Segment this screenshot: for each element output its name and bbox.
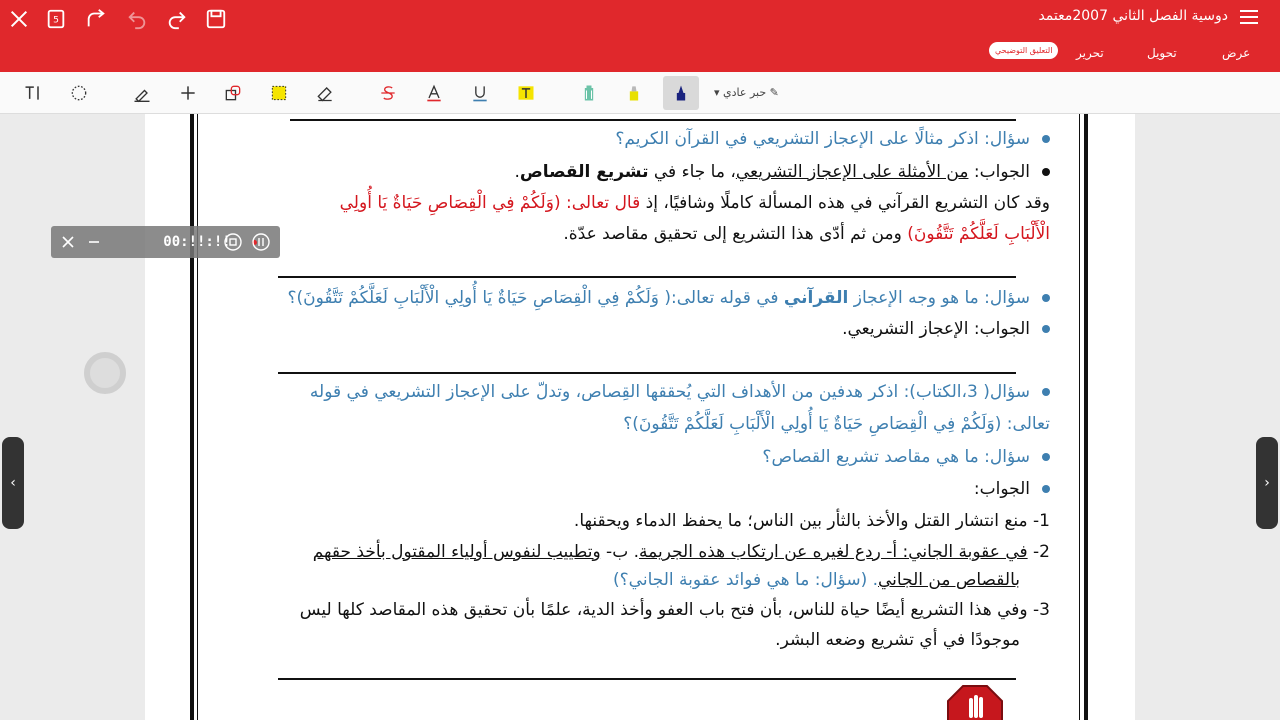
answer-1: الجواب: من الأمثلة على الإعجاز التشريعي، ما جاء في تشريع القصاص. xyxy=(514,156,1050,188)
close-recorder-icon[interactable] xyxy=(57,226,79,258)
paragraph-line-2: الْأَلْبَابِ لَعَلَّكُمْ تَتَّقُونَ) ومن ثم أدّى هذا التشريع إلى تحقيق مقاصد عدّة. xyxy=(563,224,1050,244)
bullet xyxy=(1042,135,1050,143)
eraser-icon[interactable] xyxy=(312,80,338,106)
pen-type-dropdown[interactable] xyxy=(714,86,779,99)
text-tool-icon[interactable] xyxy=(20,80,46,106)
navy-pen-icon[interactable] xyxy=(663,76,699,110)
underline-icon[interactable] xyxy=(467,80,493,106)
highlight-text-icon[interactable] xyxy=(513,80,539,106)
undo-icon[interactable] xyxy=(124,6,150,32)
bullet xyxy=(1042,388,1050,396)
bullet xyxy=(1042,325,1050,333)
page-border-left xyxy=(190,114,194,720)
question-3-line-1: سؤال( 3،الكتاب): اذكر هدفين من الأهداف التي يُحققها القِصاص، وتدلّ على الإعجاز التشريعي في قوله xyxy=(310,376,1050,408)
chevron-right-icon[interactable]: › xyxy=(1256,437,1278,529)
document-title: دوسية الفصل الثاني 2007معتمد xyxy=(1038,8,1228,24)
dropdown-arrow-icon: ▾ xyxy=(714,86,724,99)
menu-icon[interactable] xyxy=(1240,10,1258,26)
yellow-marker-icon[interactable] xyxy=(621,80,647,106)
minimize-recorder-icon[interactable] xyxy=(83,226,105,258)
list-item-2-line-1: 2- في عقوبة الجاني: أ- ردع لغيره عن ارتكاب هذه الجريمة. ب- وتطييب لنفوس أولياء المقتول بأخذ حقهم xyxy=(312,542,1050,562)
tab-edit[interactable]: تحرير xyxy=(1076,46,1104,60)
list-item-2-line-2: بالقصاص من الجاني. (سؤال: ما هي فوائد عقوبة الجاني؟) xyxy=(613,570,1020,590)
tab-convert[interactable]: تحويل xyxy=(1147,46,1177,60)
shapes-icon[interactable] xyxy=(220,80,246,106)
pencil-icon: ✎ xyxy=(766,86,779,99)
answer-2: الجواب: الإعجاز التشريعي. xyxy=(842,313,1050,345)
tab-annotate[interactable]: التعليق التوضيحي xyxy=(989,42,1058,59)
list-item-3-line-1: 3- وفي هذا التشريع أيضًا حياة للناس، بأن فتح باب العفو وأخذ الدية، علمًا بأن تحقيق هذه المقاصد كلها ليس xyxy=(299,600,1050,620)
bullet xyxy=(1042,453,1050,461)
recording-timer: 00:!!:!! xyxy=(163,234,231,250)
question-2: سؤال: ما هو وجه الإعجاز القرآني في قوله تعالى:( وَلَكُمْ فِي الْقِصَاصِ حَيَاةٌ يَا أُولِي الْأَلْبَابِ لَعَلَّكُمْ تَتَّقُونَ)؟ xyxy=(287,282,1050,314)
pause-recording-icon[interactable] xyxy=(250,226,272,258)
svg-text:5: 5 xyxy=(53,14,59,26)
strikethrough-icon[interactable] xyxy=(375,80,401,106)
bullet xyxy=(1042,294,1050,302)
list-item-1: 1- منع انتشار القتل والأخذ بالثأر بين الناس؛ ما يحفظ الدماء ويحقنها. xyxy=(573,511,1050,531)
paragraph-line-1: وقد كان التشريع القرآني في هذه المسألة كاملًا وشافيًا، إذ قال تعالى: (وَلَكُمْ فِي الْقِصَاصِ حَيَاةٌ يَا أُولِي xyxy=(339,193,1050,213)
area-highlight-icon[interactable] xyxy=(266,80,292,106)
answer-4: الجواب: xyxy=(974,473,1050,505)
divider xyxy=(278,678,1016,680)
pen-type-label: حبر عادي xyxy=(723,86,767,99)
tab-view[interactable]: عرض xyxy=(1222,46,1251,60)
divider xyxy=(278,276,1016,278)
bullet xyxy=(1042,485,1050,493)
divider xyxy=(278,372,1016,374)
signature-icon[interactable] xyxy=(129,80,155,106)
floating-assist-button[interactable] xyxy=(84,352,126,394)
redo-icon[interactable] xyxy=(164,6,190,32)
question-3-line-2: تعالى: (وَلَكُمْ فِي الْقِصَاصِ حَيَاةٌ يَا أُولِي الْأَلْبَابِ لَعَلَّكُمْ تَتَّقُونَ)؟ xyxy=(623,414,1050,434)
share-icon[interactable] xyxy=(83,6,109,32)
close-icon[interactable] xyxy=(6,6,32,32)
text-color-icon[interactable] xyxy=(421,80,447,106)
add-icon[interactable] xyxy=(175,80,201,106)
lasso-icon[interactable] xyxy=(66,80,92,106)
list-item-3-line-2: موجودًا في أي تشريع وضعه البشر. xyxy=(775,630,1020,650)
screen-recorder-widget xyxy=(51,226,280,258)
question-4: سؤال: ما هي مقاصد تشريع القصاص؟ xyxy=(762,441,1050,473)
page-border-right xyxy=(1084,114,1088,720)
green-marker-icon[interactable] xyxy=(576,80,602,106)
question-1: سؤال: اذكر مثالًا على الإعجاز التشريعي في القرآن الكريم؟ xyxy=(615,123,1050,155)
divider xyxy=(290,119,1016,121)
stop-hand-icon xyxy=(946,684,1004,720)
page-border-right-inner xyxy=(1079,114,1080,720)
save-icon[interactable] xyxy=(203,6,229,32)
page-border-left-inner xyxy=(197,114,198,720)
pages-icon[interactable] xyxy=(43,6,69,32)
app-header xyxy=(0,0,1280,72)
stop-recording-icon[interactable] xyxy=(222,226,244,258)
bullet xyxy=(1042,168,1050,176)
chevron-left-icon[interactable]: ‹ xyxy=(2,437,24,529)
annotation-toolbar xyxy=(0,72,1280,114)
